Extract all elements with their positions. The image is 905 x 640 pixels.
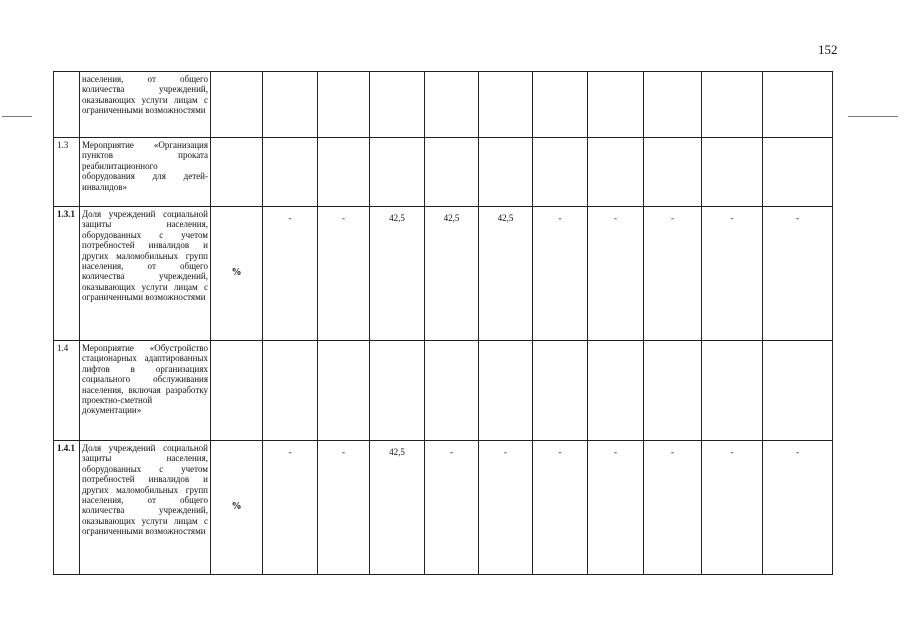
value-cell: -: [263, 441, 318, 575]
value-cell: [479, 341, 533, 441]
value-cell: [533, 72, 588, 138]
row-unit: [211, 72, 263, 138]
left-margin-mark: [2, 116, 32, 117]
page-number: 152: [818, 42, 838, 57]
indicator-table: [53, 71, 833, 575]
value-cell: -: [318, 207, 370, 341]
value-cell: -: [425, 441, 479, 575]
right-margin-mark: [848, 116, 898, 117]
value-cell: [533, 341, 588, 441]
value-cell: [425, 341, 479, 441]
value-cell: [702, 138, 763, 207]
value-cell: [370, 341, 425, 441]
value-cell: [644, 72, 702, 138]
value-cell: [644, 138, 702, 207]
row-unit: %: [211, 441, 263, 575]
value-cell: -: [533, 441, 588, 575]
value-cell: [425, 72, 479, 138]
value-cell: -: [263, 207, 318, 341]
value-cell: -: [588, 441, 644, 575]
table-row: [54, 341, 833, 441]
value-cell: [263, 341, 318, 441]
row-number: 1.4: [54, 341, 80, 441]
value-cell: [588, 72, 644, 138]
row-number: [54, 72, 80, 138]
value-cell: -: [588, 207, 644, 341]
row-unit: [211, 341, 263, 441]
value-cell: -: [533, 207, 588, 341]
value-cell: [702, 341, 763, 441]
value-cell: [318, 138, 370, 207]
value-cell: [763, 138, 833, 207]
value-cell: [425, 138, 479, 207]
value-cell: [370, 138, 425, 207]
table-row: [54, 207, 833, 341]
value-cell: [763, 72, 833, 138]
value-cell: [702, 72, 763, 138]
row-description: Доля учреждений социальной защиты населения, оборудованных с учетом потребностей инвалидов и других маломобильных групп населения, от общего количества учреждений, оказывающих услуги лицам с ограниченными возможностями: [80, 441, 211, 575]
value-cell: -: [644, 207, 702, 341]
value-cell: 42,5: [479, 207, 533, 341]
row-description: Мероприятие «Организация пунктов проката реабилитационного оборудования для детей-инвалидов»: [80, 138, 211, 207]
table-row: [54, 441, 833, 575]
value-cell: [588, 341, 644, 441]
row-description: Мероприятие «Обустройство стационарных адаптированных лифтов в организациях социального обслуживания населения, включая разработку проектно-сметной документации»: [80, 341, 211, 441]
value-cell: [318, 341, 370, 441]
value-cell: [263, 138, 318, 207]
value-cell: 42,5: [370, 207, 425, 341]
value-cell: [318, 72, 370, 138]
value-cell: 42,5: [370, 441, 425, 575]
value-cell: -: [479, 441, 533, 575]
value-cell: -: [702, 441, 763, 575]
value-cell: [533, 138, 588, 207]
row-number: 1.3.1: [54, 207, 80, 341]
value-cell: -: [763, 441, 833, 575]
value-cell: [763, 341, 833, 441]
value-cell: [263, 72, 318, 138]
value-cell: -: [702, 207, 763, 341]
value-cell: [644, 341, 702, 441]
value-cell: 42,5: [425, 207, 479, 341]
value-cell: -: [763, 207, 833, 341]
value-cell: [479, 138, 533, 207]
row-description: Доля учреждений социальной защиты населения, оборудованных с учетом потребностей инвалидов и других маломобильных групп населения, от общего количества учреждений, оказывающих услуги лицам с ограниченными возможностями: [80, 207, 211, 341]
row-description: населения, от общего количества учреждений, оказывающих услуги лицам с ограниченными возможностями: [80, 72, 211, 138]
value-cell: -: [644, 441, 702, 575]
row-number: 1.3: [54, 138, 80, 207]
row-unit: %: [211, 207, 263, 341]
value-cell: -: [318, 441, 370, 575]
table-row: [54, 138, 833, 207]
row-number: 1.4.1: [54, 441, 80, 575]
value-cell: [370, 72, 425, 138]
table-row: [54, 72, 833, 138]
value-cell: [479, 72, 533, 138]
row-unit: [211, 138, 263, 207]
value-cell: [588, 138, 644, 207]
